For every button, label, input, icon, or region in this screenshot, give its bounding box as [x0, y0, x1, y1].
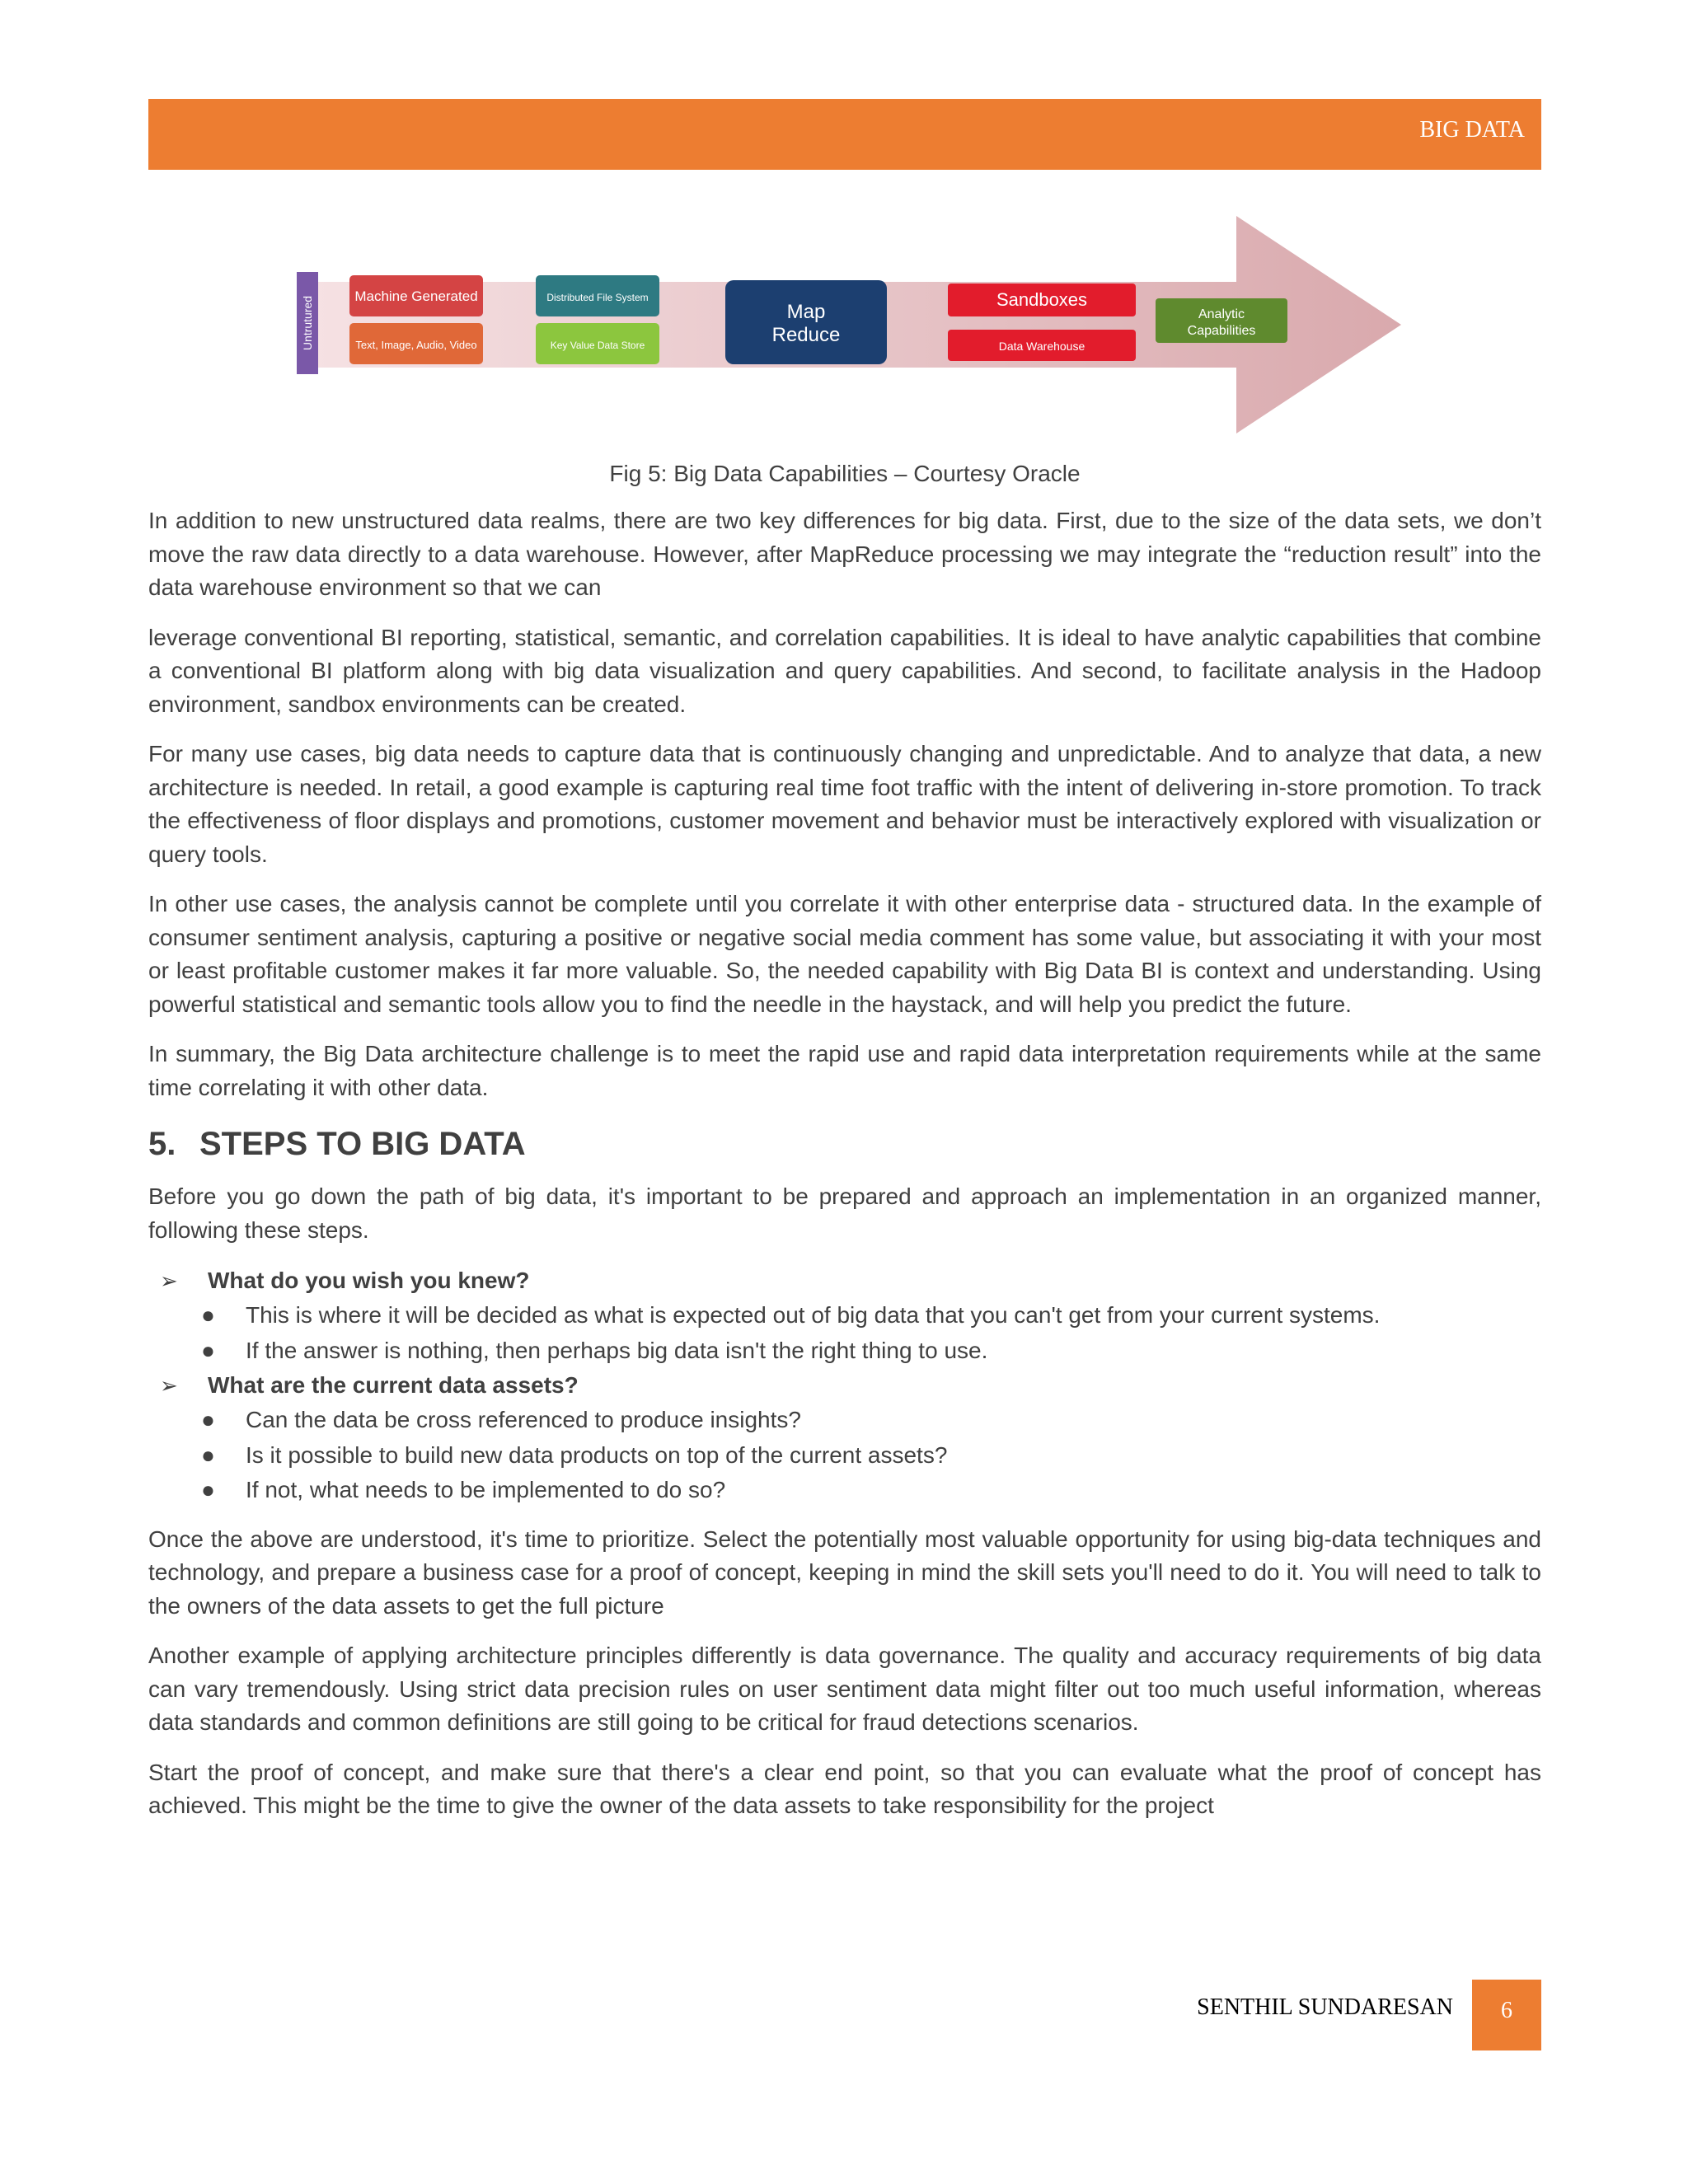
step-question	[148, 1263, 1541, 1298]
header-band	[148, 99, 1541, 170]
arrow-bullet-icon: ➢	[160, 1373, 178, 1398]
figure-caption: Fig 5: Big Data Capabilities – Courtesy Oracle	[609, 461, 1081, 486]
map-reduce-label-line1: Map	[786, 301, 826, 323]
paragraph: For many use cases, big data needs to capture data that is continuously changing and unpredictable. And to analyze that data, a new architecture is needed. In retail, a good example is capturing real time foot traffic with the intent of delivering in-store promotion. To track the effectiveness of floor displays and promotions, customer movement and behavior must be interactively explored with visualization or query tools.	[148, 741, 1541, 867]
list-item	[148, 1473, 1541, 1508]
bullet-icon: ●	[201, 1407, 215, 1432]
big-data-capabilities-figure	[297, 216, 1418, 434]
paragraph: In other use cases, the analysis cannot be complete until you correlate it with other enterprise data - structured data. In the example of consumer sentiment analysis, capturing a positive or negative social media comment has some value, but associating it with your most or least profitable customer makes it far more valuable. So, the needed capability with Big Data BI is context and understanding. Using powerful statistical and semantic tools allow you to find the needle in the haystack, and will help you predict the future.	[148, 891, 1541, 1017]
list-item	[148, 1298, 1541, 1333]
step-question	[148, 1368, 1541, 1403]
step-question-text: What do you wish you knew?	[208, 1268, 530, 1293]
text-image-label: Text, Image, Audio, Video	[355, 339, 477, 351]
list-item	[148, 1403, 1541, 1438]
list-item	[148, 1438, 1541, 1474]
paragraph: In addition to new unstructured data realms, there are two key differences for big data. First, due to the size of the data sets, we don’t move the raw data directly to a data warehouse. However, after MapReduce processing we may integrate the “reduction result” into the data warehouse environment so that we can	[148, 508, 1541, 600]
list-item-text: If not, what needs to be implemented to do so?	[246, 1477, 726, 1502]
list-item-text: Is it possible to build new data products on top of the current assets?	[246, 1441, 948, 1468]
bullet-icon: ●	[201, 1441, 215, 1468]
paragraph: leverage conventional BI reporting, statistical, semantic, and correlation capabilities. It is ideal to have analytic capabilities that combine a conventional BI platform along with big data visualization and query capabilities. And second, to facilitate analysis in the Hadoop environment, sandbox environments can be created.	[148, 624, 1541, 717]
page-number: 6	[1501, 1998, 1512, 2023]
paragraph: Once the above are understood, it's time to prioritize. Select the potentially most valuable opportunity for using big-data techniques and technology, and prepare a business case for a proof of concept, keeping in mind the skill sets you'll need to do it. You will need to talk to the owners of the data assets to get the full picture	[148, 1526, 1541, 1619]
sandboxes-label: Sandboxes	[996, 289, 1088, 310]
distributed-file-system-label: Distributed File System	[546, 292, 649, 303]
paragraph: Start the proof of concept, and make sure that there's a clear end point, so that you can evaluate what the proof of concept has achieved. This might be the time to give the owner of the data assets to take responsibility for the project	[148, 1759, 1541, 1818]
arrow-bullet-icon: ➢	[160, 1268, 178, 1293]
section-intro: Before you go down the path of big data, it's important to be prepared and approach an implementation in an organized manner, following these steps.	[148, 1183, 1541, 1243]
list-item	[148, 1333, 1541, 1369]
section-title: STEPS TO BIG DATA	[199, 1126, 526, 1162]
bullet-icon: ●	[201, 1302, 215, 1328]
bullet-icon: ●	[201, 1477, 215, 1502]
data-warehouse-label: Data Warehouse	[998, 340, 1085, 353]
map-reduce-label-line2: Reduce	[771, 324, 841, 346]
key-value-store-label: Key Value Data Store	[550, 340, 645, 351]
section-heading	[148, 1121, 1541, 1167]
analytic-label-line2: Capabilities	[1187, 324, 1256, 338]
analytic-label-line1: Analytic	[1198, 307, 1245, 321]
step-question-text: What are the current data assets?	[208, 1372, 579, 1398]
bullet-icon: ●	[201, 1337, 215, 1363]
machine-generated-label: Machine Generated	[354, 288, 478, 304]
document-body	[148, 504, 1541, 1840]
list-item-text: If the answer is nothing, then perhaps big data isn't the right thing to use.	[246, 1337, 988, 1363]
unstructured-label: Untrutured	[301, 295, 314, 351]
footer-author: SENTHIL SUNDARESAN	[1197, 1994, 1453, 2020]
section-number: 5.	[148, 1126, 176, 1162]
paragraph: In summary, the Big Data architecture challenge is to meet the rapid use and rapid data interpretation requirements while at the same time correlating it with other data.	[148, 1041, 1541, 1100]
list-item-text: Can the data be cross referenced to produce insights?	[246, 1407, 801, 1432]
paragraph: Another example of applying architecture principles differently is data governance. The quality and accuracy requirements of big data can vary tremendously. Using strict data precision rules on user sentiment data might filter out too much useful information, whereas data standards and common definitions are still going to be critical for fraud detections scenarios.	[148, 1643, 1541, 1735]
header-title: BIG DATA	[1419, 117, 1525, 143]
steps-list	[148, 1263, 1541, 1508]
page-number-box	[1472, 1980, 1541, 2050]
list-item-text: This is where it will be decided as what is expected out of big data that you can't get from your current systems.	[246, 1302, 1381, 1328]
